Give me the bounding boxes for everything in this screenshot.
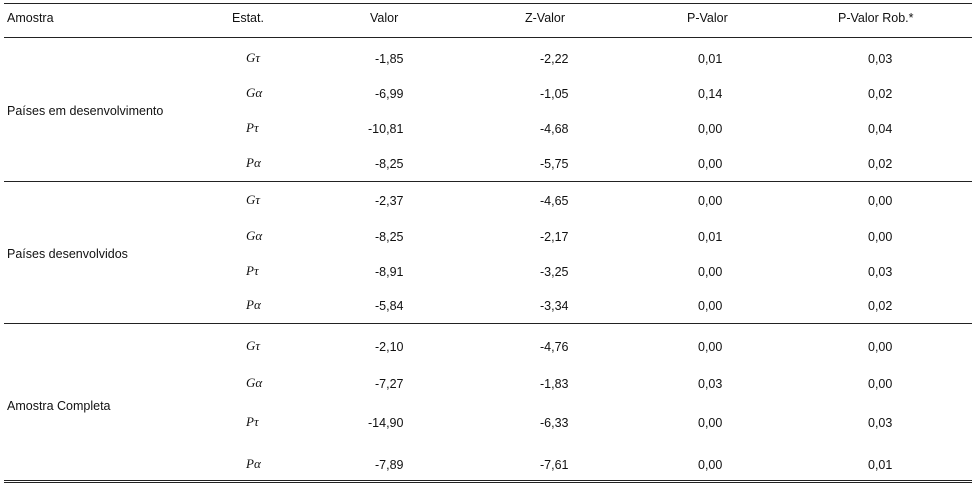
p-value-rob-cell: 0,02 bbox=[868, 87, 893, 101]
p-value-cell: 0,00 bbox=[698, 194, 723, 208]
stat-cell: Gα bbox=[246, 228, 263, 243]
z-value-cell: -2,17 bbox=[540, 230, 569, 244]
p-value-rob-cell: 0,00 bbox=[868, 340, 893, 354]
header-rule bbox=[4, 37, 972, 38]
header-p-value: P-Valor bbox=[687, 11, 728, 25]
header-sample: Amostra bbox=[7, 11, 54, 25]
group-label: Países em desenvolvimento bbox=[7, 104, 164, 118]
p-value-cell: 0,00 bbox=[698, 122, 723, 136]
stat-cell: Pτ bbox=[246, 414, 259, 429]
p-value-cell: 0,00 bbox=[698, 416, 723, 430]
group-divider bbox=[4, 323, 972, 324]
value-cell: -6,99 bbox=[375, 87, 404, 101]
stat-cell: Gα bbox=[246, 375, 263, 390]
p-value-rob-cell: 0,04 bbox=[868, 122, 893, 136]
p-value-cell: 0,00 bbox=[698, 340, 723, 354]
value-cell: -8,25 bbox=[375, 230, 404, 244]
p-value-rob-cell: 0,00 bbox=[868, 377, 893, 391]
group-divider bbox=[4, 181, 972, 182]
z-value-cell: -1,83 bbox=[540, 377, 569, 391]
bottom-rule bbox=[4, 480, 972, 483]
z-value-cell: -4,76 bbox=[540, 340, 569, 354]
p-value-cell: 0,03 bbox=[698, 377, 723, 391]
stat-cell: Gα bbox=[246, 85, 263, 100]
z-value-cell: -3,25 bbox=[540, 265, 569, 279]
stat-cell: Gτ bbox=[246, 192, 261, 207]
z-value-cell: -6,33 bbox=[540, 416, 569, 430]
header-value: Valor bbox=[370, 11, 399, 25]
p-value-rob-cell: 0,03 bbox=[868, 416, 893, 430]
value-cell: -10,81 bbox=[368, 122, 404, 136]
p-value-cell: 0,14 bbox=[698, 87, 723, 101]
value-cell: -14,90 bbox=[368, 416, 404, 430]
p-value-rob-cell: 0,00 bbox=[868, 230, 893, 244]
z-value-cell: -5,75 bbox=[540, 157, 569, 171]
z-value-cell: -1,05 bbox=[540, 87, 569, 101]
stat-cell: Pα bbox=[246, 456, 261, 471]
top-rule bbox=[4, 3, 972, 4]
z-value-cell: -4,68 bbox=[540, 122, 569, 136]
p-value-rob-cell: 0,01 bbox=[868, 458, 893, 472]
p-value-rob-cell: 0,02 bbox=[868, 299, 893, 313]
value-cell: -7,27 bbox=[375, 377, 404, 391]
header-p-value-rob: P-Valor Rob.* bbox=[838, 11, 914, 25]
p-value-cell: 0,00 bbox=[698, 157, 723, 171]
stat-cell: Pτ bbox=[246, 263, 259, 278]
value-cell: -1,85 bbox=[375, 52, 404, 66]
header-z-value: Z-Valor bbox=[525, 11, 566, 25]
value-cell: -8,25 bbox=[375, 157, 404, 171]
stat-cell: Gτ bbox=[246, 50, 261, 65]
group-label: Amostra Completa bbox=[7, 399, 111, 413]
p-value-cell: 0,00 bbox=[698, 265, 723, 279]
p-value-rob-cell: 0,02 bbox=[868, 157, 893, 171]
value-cell: -8,91 bbox=[375, 265, 404, 279]
stat-cell: Pτ bbox=[246, 120, 259, 135]
p-value-cell: 0,00 bbox=[698, 299, 723, 313]
value-cell: -7,89 bbox=[375, 458, 404, 472]
z-value-cell: -7,61 bbox=[540, 458, 569, 472]
p-value-cell: 0,01 bbox=[698, 230, 723, 244]
stat-cell: Pα bbox=[246, 297, 261, 312]
p-value-rob-cell: 0,03 bbox=[868, 265, 893, 279]
group-label: Países desenvolvidos bbox=[7, 247, 128, 261]
p-value-cell: 0,01 bbox=[698, 52, 723, 66]
z-value-cell: -3,34 bbox=[540, 299, 569, 313]
z-value-cell: -4,65 bbox=[540, 194, 569, 208]
p-value-rob-cell: 0,03 bbox=[868, 52, 893, 66]
stat-cell: Pα bbox=[246, 155, 261, 170]
value-cell: -5,84 bbox=[375, 299, 404, 313]
p-value-cell: 0,00 bbox=[698, 458, 723, 472]
header-stat: Estat. bbox=[232, 11, 264, 25]
stat-cell: Gτ bbox=[246, 338, 261, 353]
value-cell: -2,10 bbox=[375, 340, 404, 354]
value-cell: -2,37 bbox=[375, 194, 404, 208]
z-value-cell: -2,22 bbox=[540, 52, 569, 66]
p-value-rob-cell: 0,00 bbox=[868, 194, 893, 208]
